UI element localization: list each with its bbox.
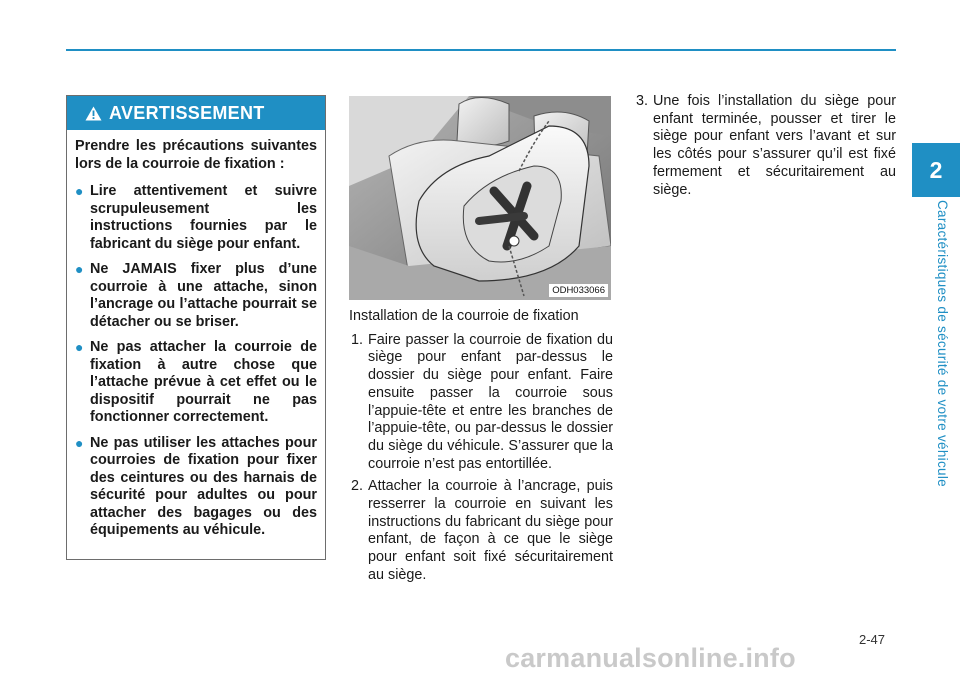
- figure-code: ODH033066: [549, 284, 608, 297]
- warning-item-text: Lire attentivement et suivre scrupuleusement les instructions fournies par le fabricant du siège pour enfant.: [90, 183, 317, 252]
- figure-caption: Installation de la courroie de fixation: [349, 308, 579, 324]
- warning-item-text: Ne JAMAIS fixer plus d’une courroie à une attache, sinon l’ancrage ou l’attache pourrait se détacher ou se briser.: [90, 261, 317, 330]
- step-number: 1.: [351, 331, 364, 348]
- warning-item-text: Ne pas utiliser les attaches pour courroies de fixation pour fixer des ceintures ou des harnais de sécurité pour adultes ou pour attacher des bagages ou des équipements au véhicule.: [90, 434, 317, 538]
- instructions-column: [349, 308, 613, 590]
- warning-triangle-icon: [85, 106, 102, 121]
- warning-item-text: Ne pas attacher la courroie de fixation à autre chose que l’attache prévue à cet effet ou le dispositif pourrait ne pas fonctionner correctement.: [90, 339, 317, 425]
- chapter-title: Caractéristiques de sécurité de votre véhicule: [935, 200, 950, 487]
- step-text: Faire passer la courroie de fixation du siège pour enfant par-dessus le dossier du siège pour enfant. Faire ensuite passer la courroie sous l’appuie-tête et entre les branches de l’appuie-tête, ou par-dessus le dossier du siège du véhicule. S’assurer que la courroie n’est pas entortillée.: [368, 331, 613, 472]
- warning-item: [75, 261, 317, 331]
- page-number: 2-47: [859, 632, 886, 647]
- warning-body: [67, 130, 325, 540]
- warning-intro: Prendre les précautions suivantes lors de la courroie de fixation :: [75, 138, 317, 172]
- chapter-tab[interactable]: [912, 143, 960, 197]
- warning-item: [75, 435, 317, 540]
- child-seat-illustration: [349, 96, 611, 300]
- child-seat-drawing: [349, 96, 611, 300]
- bullet-icon: ●: [75, 434, 84, 451]
- bullet-icon: ●: [75, 183, 84, 199]
- steps-list-continued: [634, 93, 896, 199]
- step-text: Une fois l’installation du siège pour enfant terminée, pousser et tirer le siège pour enfant vers l’avant et sur les côtés pour s’assurer qu’il est fixé fermement et sécuritairement au siège.: [653, 93, 896, 198]
- steps-list: [349, 332, 613, 585]
- warning-list: [75, 183, 317, 540]
- chapter-number: 2: [929, 156, 943, 183]
- warning-box: [66, 95, 326, 560]
- warning-item: [75, 183, 317, 253]
- top-rule: [66, 49, 896, 51]
- step-number: 3.: [636, 93, 649, 109]
- step-item: [349, 478, 613, 584]
- right-column: [634, 93, 896, 199]
- step-item: [349, 332, 613, 474]
- step-number: 2.: [351, 478, 364, 495]
- step-item: [634, 93, 896, 199]
- warning-title: AVERTISSEMENT: [109, 102, 265, 123]
- bullet-icon: ●: [75, 261, 84, 277]
- warning-header: [67, 96, 325, 130]
- step-text: Attacher la courroie à l’ancrage, puis resserrer la courroie en suivant les instructions du fabricant du siège pour enfant, de façon à ce que le siège pour enfant soit fixé sécuritairement au siège.: [368, 478, 613, 583]
- watermark: carmanualsonline.info: [505, 643, 796, 673]
- warning-item: [75, 339, 317, 427]
- bullet-icon: ●: [75, 339, 84, 355]
